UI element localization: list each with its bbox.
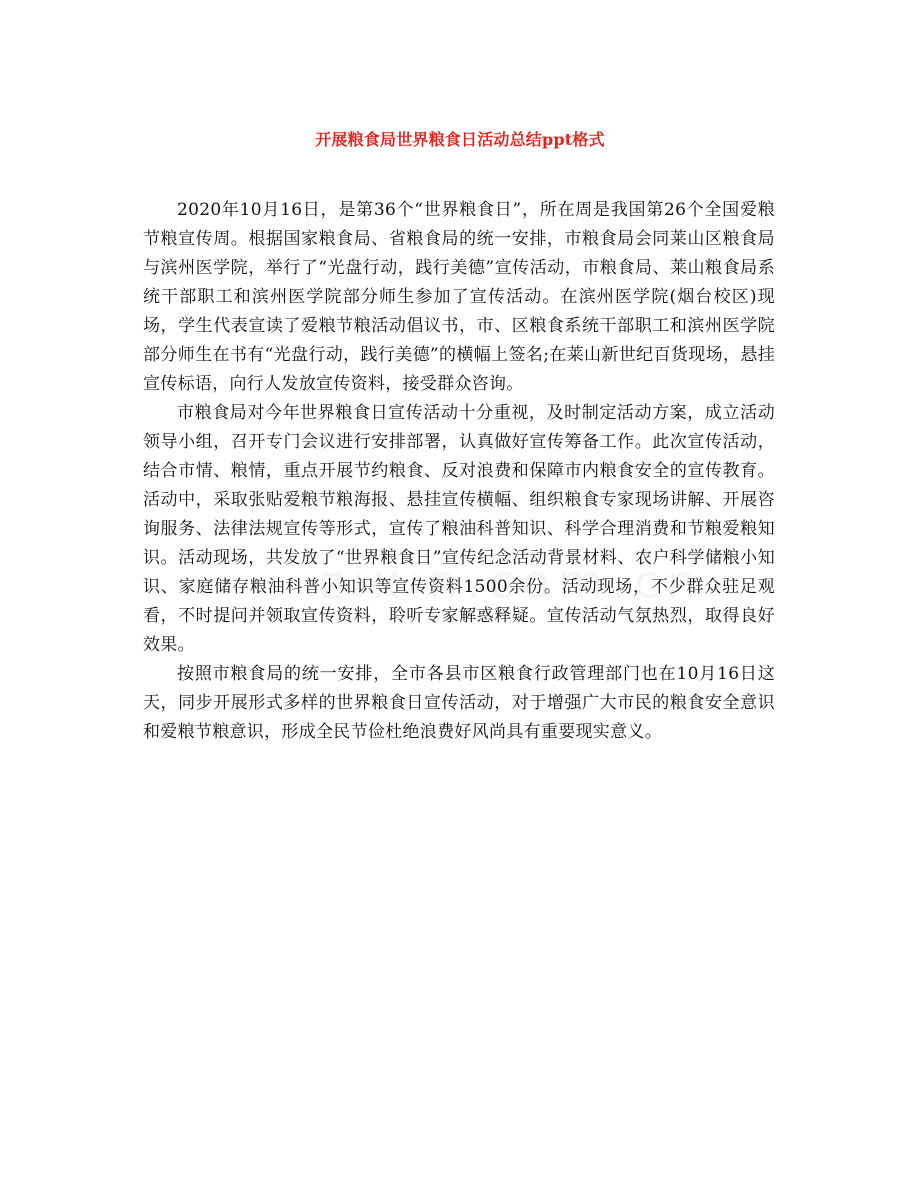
paragraph-1: 2020年10月16日，是第36个“世界粮食日”，所在周是我国第26个全国爱粮节粮宣传周。根据国家粮食局、省粮食局的统一安排，市粮食局会同莱山区粮食局与滨州医学院，举行了“光盘行动，践行美德”宣传活动，市粮食局、莱山粮食局系统干部职工和滨州医学院部分师生参加了宣传活动。在滨州医学院(烟台校区)现场，学生代表宣读了爱粮节粮活动倡议书，市、区粮食系统干部职工和滨州医学院部分师生在书有“光盘行动，践行美德”的横幅上签名;在莱山新世纪百货现场，悬挂宣传标语，向行人发放宣传资料，接受群众咨询。 bbox=[143, 200, 775, 394]
paragraph-2: 市粮食局对今年世界粮食日宣传活动十分重视，及时制定活动方案，成立活动领导小组，召开专门会议进行安排部署，认真做好宣传筹备工作。此次宣传活动，结合市情、粮情，重点开展节约粮食、反对浪费和保障市内粮食安全的宣传教育。活动中，采取张贴爱粮节粮海报、悬挂宣传横幅、组织粮食专家现场讲解、开展咨询服务、法律法规宣传等形式，宣传了粮油科普知识、科学合理消费和节粮爱粮知识。活动现场，共发放了“世界粮食日”宣传纪念活动背景材料、农户科学储粮小知识、家庭储存粮油科普小知识等宣传资料1500余份。活动现场，不少群众驻足观看，不时提问并领取宣传资料，聆听专家解惑释疑。宣传活动气氛热烈，取得良好效果。 bbox=[143, 403, 775, 655]
document-title: 开展粮食局世界粮食日活动总结ppt格式 bbox=[315, 130, 605, 149]
paragraph-3: 按照市粮食局的统一安排，全市各县市区粮食行政管理部门也在10月16日这天，同步开展形式多样的世界粮食日宣传活动，对于增强广大市民的粮食安全意识和爱粮节粮意识，形成全民节俭杜绝浪费好风尚具有重要现实意义。 bbox=[143, 664, 775, 742]
document-body bbox=[143, 196, 775, 747]
